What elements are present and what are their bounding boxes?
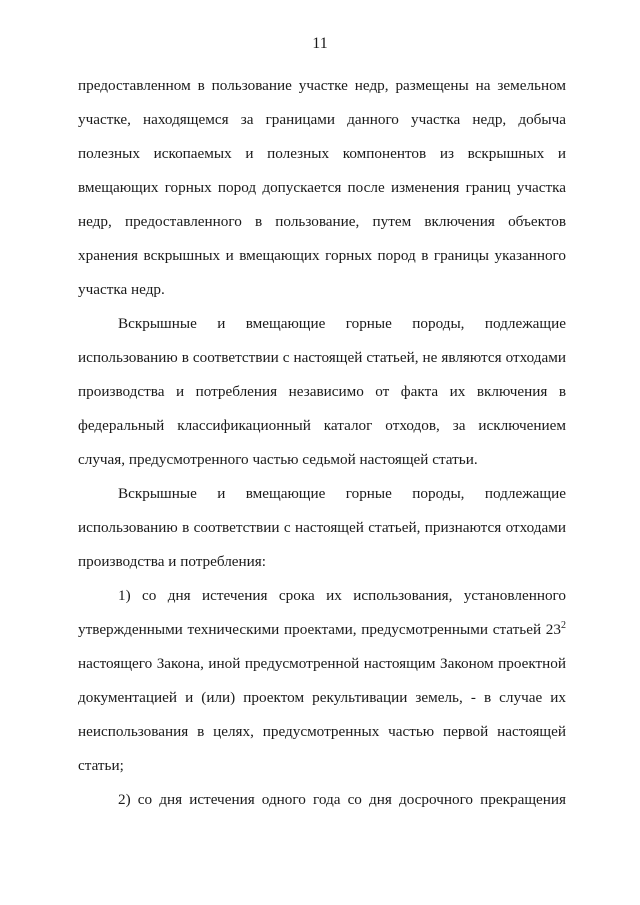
text-line: статьи; <box>78 757 124 774</box>
text-line: производства и потребления: <box>78 553 267 570</box>
text-line: 1) со дня истечения срока их использования, установленного <box>118 587 566 604</box>
paragraph-3 <box>78 477 566 579</box>
text-line: использованию в соответствии с настоящей статьей, не являются отходами <box>78 349 566 366</box>
text-line: 2) со дня истечения одного года со дня досрочного прекращения <box>118 791 566 808</box>
text-line: предоставленном в пользование участке недр, размещены на земельном <box>78 77 566 94</box>
text-line-with-superscript <box>78 613 566 647</box>
text-line: полезных ископаемых и полезных компонентов из вскрышных и <box>78 145 566 162</box>
text-line: участке, находящемся за границами данного участка недр, добыча <box>78 111 566 128</box>
text-line: участка недр. <box>78 281 165 298</box>
text-line: неиспользования в целях, предусмотренных частью первой настоящей <box>78 723 566 740</box>
text-line: документацией и (или) проектом рекультивации земель, - в случае их <box>78 689 566 706</box>
document-body <box>78 69 566 817</box>
list-item-1 <box>78 579 566 783</box>
paragraph-1 <box>78 69 566 307</box>
text-line: настоящего Закона, иной предусмотренной настоящим Законом проектной <box>78 655 566 672</box>
paragraph-2 <box>78 307 566 477</box>
text-line: Вскрышные и вмещающие горные породы, подлежащие <box>118 315 566 332</box>
text-line: федеральный классификационный каталог отходов, за исключением <box>78 417 566 434</box>
superscript: 2 <box>561 620 566 631</box>
text-line: производства и потребления независимо от факта их включения в <box>78 383 566 400</box>
text-line: вмещающих горных пород допускается после изменения границ участка <box>78 179 566 196</box>
text-line: недр, предоставленного в пользование, путем включения объектов <box>78 213 566 230</box>
text-line: случая, предусмотренного частью седьмой настоящей статьи. <box>78 451 478 468</box>
text-line: Вскрышные и вмещающие горные породы, подлежащие <box>118 485 566 502</box>
list-item-2 <box>78 783 566 817</box>
text-segment: утвержденными техническими проектами, предусмотренными статьей 23 <box>78 621 561 638</box>
text-line: использованию в соответствии с настоящей статьей, признаются отходами <box>78 519 566 536</box>
page-number: 11 <box>312 35 328 52</box>
text-line: хранения вскрышных и вмещающих горных пород в границы указанного <box>78 247 566 264</box>
